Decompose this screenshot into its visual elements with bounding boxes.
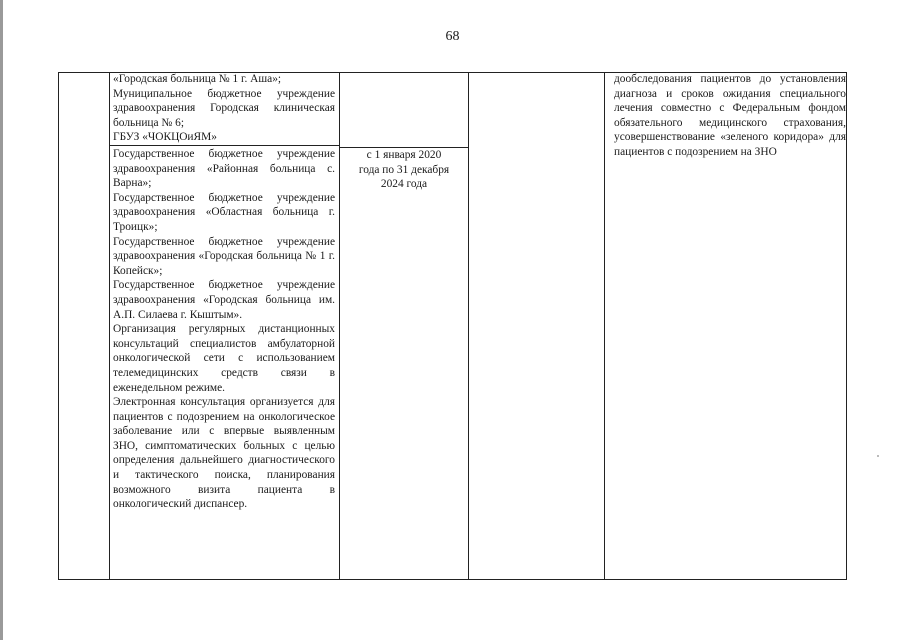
column-divider-2 (339, 72, 340, 580)
column-divider-4 (604, 72, 605, 580)
table-left-border (58, 72, 59, 580)
text-paragraph: Электронная консультация организуется для пациентов с подозрением на онкологическое заболевание или с впервые выявленным ЗНО, симптоматических больных с целью определения дальнейшего диагностического и тактического поиска, планирования возможного визита пациента в онкологический диспансер. (113, 396, 335, 511)
column-divider-3 (468, 72, 469, 580)
text-line: «Городская больница № 1 г. Аша»; (113, 73, 282, 85)
cell-expected-result (614, 72, 846, 160)
table-bottom-border (58, 579, 847, 580)
page-number: 68 (445, 29, 460, 44)
column-divider-1 (109, 72, 110, 580)
text-paragraph: Муниципальное бюджетное учреждение здравоохранения Городская клиническая больница № 6; (113, 87, 335, 129)
row-divider-col2 (109, 145, 339, 146)
text-line: ГБУЗ «ЧОКЦОиЯМ» (113, 131, 217, 144)
text-paragraph: Государственное бюджетное учреждение здравоохранения «Областная больница г. Троицк»; (113, 191, 335, 233)
result-text: дообследования пациентов до установления диагноза и сроков ожидания специального лечения совместно с Федеральным фондом обязательного медицинского страхования, усовершенствование «зеленого коридора» для пациентов с подозрением на ЗНО (614, 73, 846, 158)
cell-institutions-continued (113, 72, 335, 145)
scan-edge (0, 0, 3, 640)
table-right-border (846, 72, 847, 580)
text-paragraph: Государственное бюджетное учреждение здравоохранения «Районная больница с. Варна»; (113, 148, 335, 190)
text-paragraph: Государственное бюджетное учреждение здравоохранения «Городская больница № 1 г. Копейск»; (113, 235, 335, 277)
text-paragraph: Государственное бюджетное учреждение здравоохранения «Городская больница им. А.П. Силаева г. Кыштым». (113, 279, 335, 321)
cell-institutions-and-measures (113, 147, 335, 512)
scan-dust (877, 455, 879, 457)
term-text: с 1 января 2020 года по 31 декабря 2024 года (358, 149, 450, 191)
text-paragraph: Организация регулярных дистанционных консультаций специалистов амбулаторной онкологической сети с использованием телемедицинских средств связи в еженедельном режиме. (113, 323, 335, 394)
cell-implementation-term (358, 148, 450, 192)
document-table (58, 72, 847, 580)
